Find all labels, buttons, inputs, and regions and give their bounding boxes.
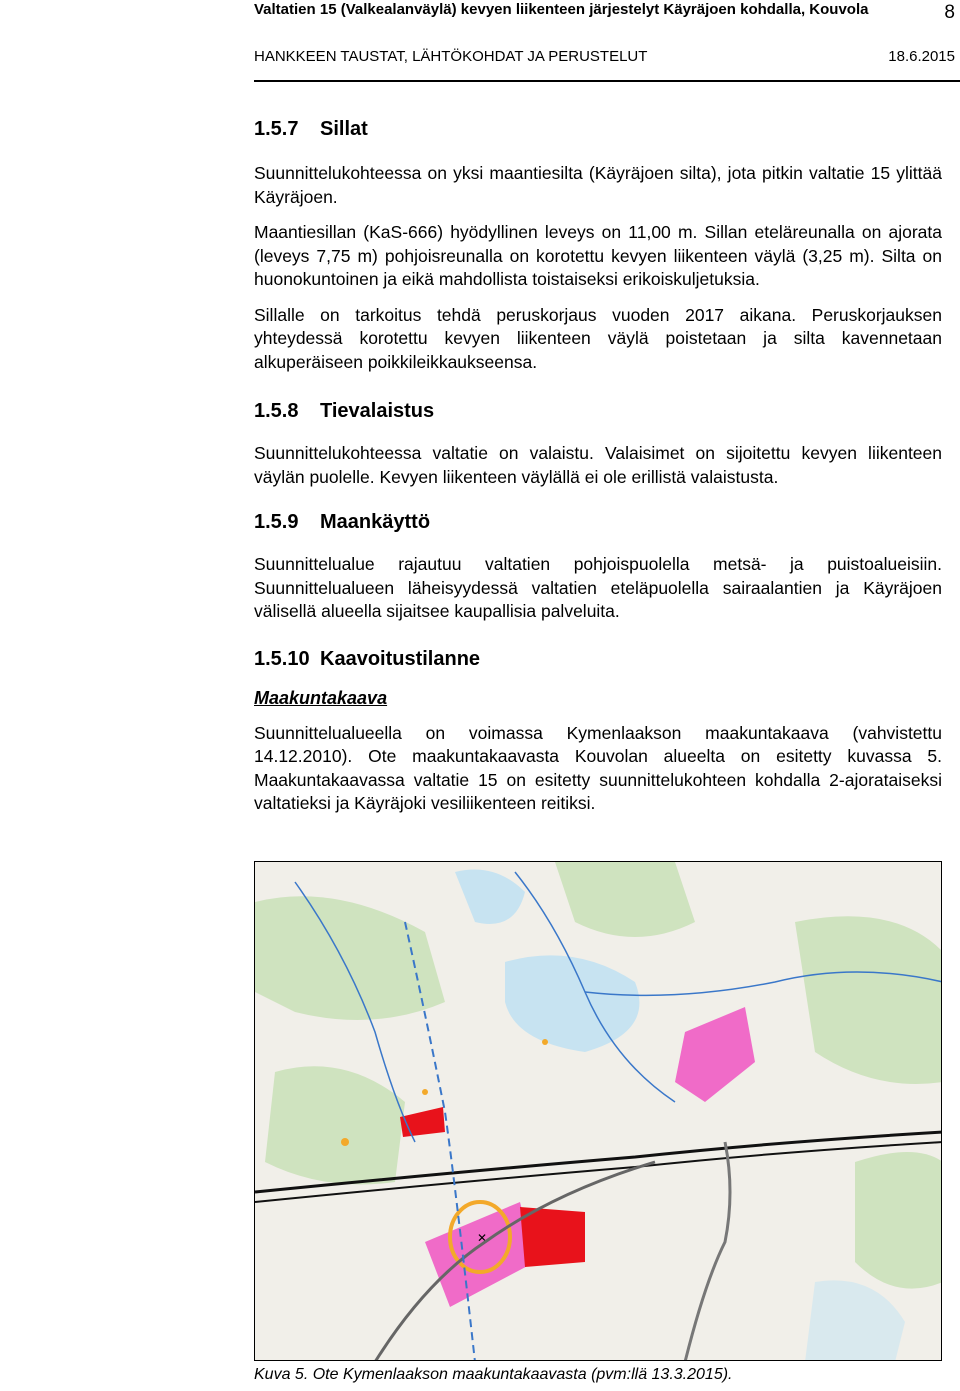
section-heading-maankaytto: 1.5.9 Maankäyttö <box>254 511 431 533</box>
regional-plan-map <box>254 861 942 1361</box>
figure-caption: Kuva 5. Ote Kymenlaakson maakuntakaavasta (pvm:llä 13.3.2015). <box>254 1366 733 1383</box>
section-heading-kaavoitustilanne: 1.5.10 Kaavoitustilanne <box>254 647 481 670</box>
document-subtitle: HANKKEEN TAUSTAT, LÄHTÖKOHDAT JA PERUSTELUT <box>254 48 648 65</box>
paragraph: Suunnittelualueella on voimassa Kymenlaakson maakuntakaava (vahvistettu 14.12.2010). Ote maakuntakaavasta Kouvolan alueelta on esitetty kuvassa 5. Maakuntakaavassa valtatie 15 on esitetty suunnittelukohteen kohdalla 2-ajorataiseksi valtatieksi ja Käyräjoki vesiliikenteen reitiksi. <box>254 722 942 813</box>
paragraph: Suunnittelukohteessa on yksi maantiesilta (Käyräjoen silta), jota pitkin valtatie 15 ylittää Käyräjoen. <box>254 163 942 207</box>
document-title: Valtatien 15 (Valkealanväylä) kevyen liikenteen järjestelyt Käyräjoen kohdalla, Kouvola <box>254 1 869 18</box>
paragraph: Suunnittelualue rajautuu valtatien pohjoispuolella metsä- ja puistoalueisiin. Suunnittelualueen läheisyydessä valtatien eteläpuolella sairaalantien ja Käyräjoen välisellä alueella sijaitsee kaupallisia palveluita. <box>254 554 942 621</box>
paragraph: Sillalle on tarkoitus tehdä peruskorjaus vuoden 2017 aikana. Peruskorjauksen yhteydessä korotettu kevyen liikenteen väylä poistetaan ja silta kavennetaan alkuperäiseen poikkileikkaukseensa. <box>254 304 942 372</box>
paragraph: Suunnittelukohteessa valtatie on valaistu. Valaisimet on sijoitettu kevyen liikenteen väylän puolelle. Kevyen liikenteen väylällä ei ole erillistä valaistusta. <box>254 443 942 487</box>
svg-text:✕: ✕ <box>477 1231 488 1245</box>
page-number: 8 <box>944 2 955 23</box>
red-area <box>520 1207 585 1267</box>
section-heading-tievalaistus: 1.5.8 Tievalaistus <box>254 400 435 422</box>
section-heading-sillat: 1.5.7 Sillat <box>254 118 368 140</box>
subheading-maakuntakaava: Maakuntakaava <box>254 687 388 708</box>
header-divider <box>254 80 960 82</box>
page-content <box>254 116 942 816</box>
paragraph: Maantiesillan (KaS-666) hyödyllinen leveys on 11,00 m. Sillan eteläreunalla on ajorata (leveys 7,75 m) pohjoisreunalla on korotettu kevyen liikenteen väylä (3,25 m). Silta on huonokuntoinen ja eikä mahdollista toistaiseksi erikoiskuljetuksia. <box>254 222 942 289</box>
map-image <box>255 862 942 1361</box>
document-date: 18.6.2015 <box>888 48 955 65</box>
